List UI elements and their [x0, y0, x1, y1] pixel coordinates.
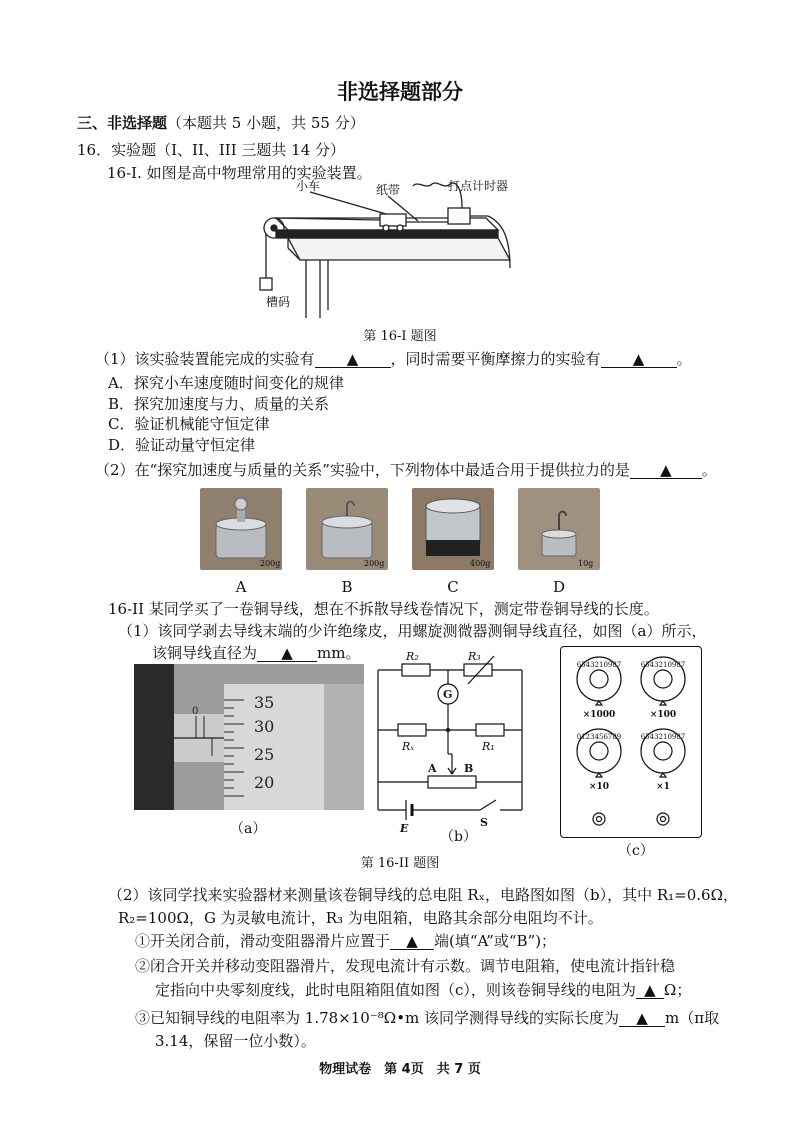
label-e: E — [400, 822, 409, 835]
dial-10-mult: ×10 — [588, 782, 610, 792]
q1-line2-a: 该铜导线直径为 — [152, 644, 258, 662]
question-text: 实验题（I、II、III 三题共 14 分） — [111, 141, 346, 159]
label-r2: R₂ — [406, 650, 419, 663]
section-heading — [77, 112, 365, 133]
label-cart: 小车 — [296, 179, 321, 193]
part2-q2-line1: （2）该同学找来实验器材来测量该卷铜导线的总电阻 Rₓ，电路图如图（b），其中 R₁=0.6Ω， — [108, 886, 739, 904]
part2-step3-line2: 3.14，保留一位小数）。 — [155, 1032, 316, 1050]
weight-label-b: B — [341, 578, 353, 596]
page-title: 非选择题部分 — [337, 80, 463, 104]
label-rx: Rₓ — [402, 740, 415, 753]
part2-step3-line1 — [135, 1007, 719, 1028]
section-title: 三、非选择题 — [77, 114, 168, 132]
part2-intro: 16-II 某同学买了一卷铜导线，想在不拆散导线卷情况下，测定带卷铜导线的长度。 — [108, 600, 659, 618]
micrometer-zero: 0 — [192, 706, 199, 717]
part1-intro: 16-I. 如图是高中物理常用的实验装置。 — [107, 164, 372, 182]
subcaption-c: （c） — [618, 843, 654, 859]
part2-q1-line2 — [152, 642, 360, 663]
question-number: 16． — [77, 141, 112, 159]
q2-text: （2）在“探究加速度与质量的关系”实验中，下列物体中最适合用于提供拉力的是 — [95, 461, 630, 479]
micrometer-tick-20: 20 — [254, 773, 275, 792]
weight-a-mass: 200g — [260, 559, 281, 568]
part2-q1-line1: （1）该同学剥去导线末端的少许绝缘皮，用螺旋测微器测铜导线直径，如图（a）所示， — [118, 622, 707, 640]
fig16-1-caption: 第 16-I 题图 — [363, 329, 437, 344]
q2-end: 。 — [701, 461, 717, 479]
weight-photo-d — [518, 488, 600, 570]
micrometer-tick-35: 35 — [254, 693, 275, 712]
resistance-box — [560, 646, 702, 838]
step2-text-a: 定指向中央零刻度线，此时电阻箱阻值如图（c），则该卷铜导线的电阻为 — [155, 981, 636, 999]
answer-blank[interactable]: ▲ — [257, 645, 317, 662]
q1-text-b: ，同时需要平衡摩擦力的实验有 — [390, 350, 601, 368]
micrometer-photo — [134, 664, 364, 810]
micrometer-tick-30: 30 — [254, 717, 275, 736]
label-s: S — [480, 816, 488, 829]
answer-blank[interactable]: ▲ — [601, 351, 677, 368]
part2-step2-line1: ②闭合开关并移动变阻器滑片，发现电流计有示数。调节电阻箱，使电流计指针稳 — [135, 957, 676, 975]
page-footer: 物理试卷 第 4页 共 7 页 — [319, 1062, 481, 1077]
step3-text-a: ③已知铜导线的电阻率为 1.78×10⁻⁸Ω•m 该同学测得导线的实际长度为 — [135, 1009, 620, 1027]
q1-text-a: （1）该实验装置能完成的实验有 — [95, 350, 315, 368]
weight-photo-a — [200, 488, 282, 570]
fig16-2-caption: 第 16-II 题图 — [360, 856, 440, 871]
dial-1-digits: 6543210987 — [640, 733, 686, 741]
label-a: A — [428, 762, 437, 775]
step1-text-b: 端(填“A”或“B”)； — [434, 932, 557, 950]
weight-d-mass: 10g — [578, 559, 594, 568]
label-weight: 槽码 — [266, 295, 291, 309]
q1-end: 。 — [676, 350, 692, 368]
weight-label-c: C — [447, 578, 459, 596]
part1-q2 — [95, 459, 717, 480]
step2-text-b: Ω； — [663, 981, 692, 999]
subcaption-a: （a） — [230, 821, 267, 837]
option-c: C．验证机械能守恒定律 — [108, 415, 270, 433]
weight-photo-b — [306, 488, 388, 570]
circuit-diagram — [372, 648, 532, 836]
answer-blank[interactable]: ▲ — [636, 982, 664, 999]
weight-label-a: A — [235, 578, 247, 596]
part1-q1 — [95, 348, 692, 369]
dial-100-digits: 6543210987 — [640, 661, 686, 669]
step1-text-a: ①开关闭合前，滑动变阻器滑片应置于 — [135, 932, 391, 950]
answer-blank[interactable]: ▲ — [315, 351, 391, 368]
label-g: G — [443, 688, 453, 701]
step3-text-b: m（π取 — [665, 1009, 720, 1027]
dial-1000-digits: 6543210987 — [576, 661, 622, 669]
part2-q2-line2: R₂=100Ω，G 为灵敏电流计，R₃ 为电阻箱，电路其余部分电阻均不计。 — [118, 909, 603, 927]
answer-blank[interactable]: ▲ — [390, 933, 434, 950]
dial-1000-mult: ×1000 — [582, 710, 616, 720]
apparatus-figure — [248, 178, 518, 318]
micrometer-tick-25: 25 — [254, 745, 275, 764]
label-r1: R₁ — [482, 740, 495, 753]
answer-blank[interactable]: ▲ — [619, 1010, 665, 1027]
answer-blank[interactable]: ▲ — [630, 462, 702, 479]
subcaption-b: （b） — [440, 829, 477, 845]
weight-c-mass: 400g — [470, 559, 491, 568]
part2-step2-line2 — [155, 979, 691, 1000]
part2-step1 — [135, 930, 556, 951]
q1-line2-b: mm。 — [317, 644, 361, 662]
dial-1-mult: ×1 — [656, 782, 670, 792]
label-timer: 打点计时器 — [448, 179, 509, 193]
weight-b-mass: 200g — [364, 559, 385, 568]
option-a: A．探究小车速度随时间变化的规律 — [108, 374, 344, 392]
dial-100-mult: ×100 — [649, 710, 677, 720]
label-b: B — [464, 762, 474, 775]
label-tape: 纸带 — [376, 183, 401, 197]
section-note: （本题共 5 小题，共 55 分） — [167, 114, 365, 132]
option-b: B．探究加速度与力、质量的关系 — [108, 395, 330, 413]
dial-10-digits: 0123456789 — [576, 733, 622, 741]
option-d: D．验证动量守恒定律 — [108, 436, 256, 454]
weight-photo-c — [412, 488, 494, 570]
weight-label-d: D — [552, 578, 566, 596]
question-16-header — [77, 139, 345, 160]
label-r3: R₃ — [468, 650, 481, 663]
